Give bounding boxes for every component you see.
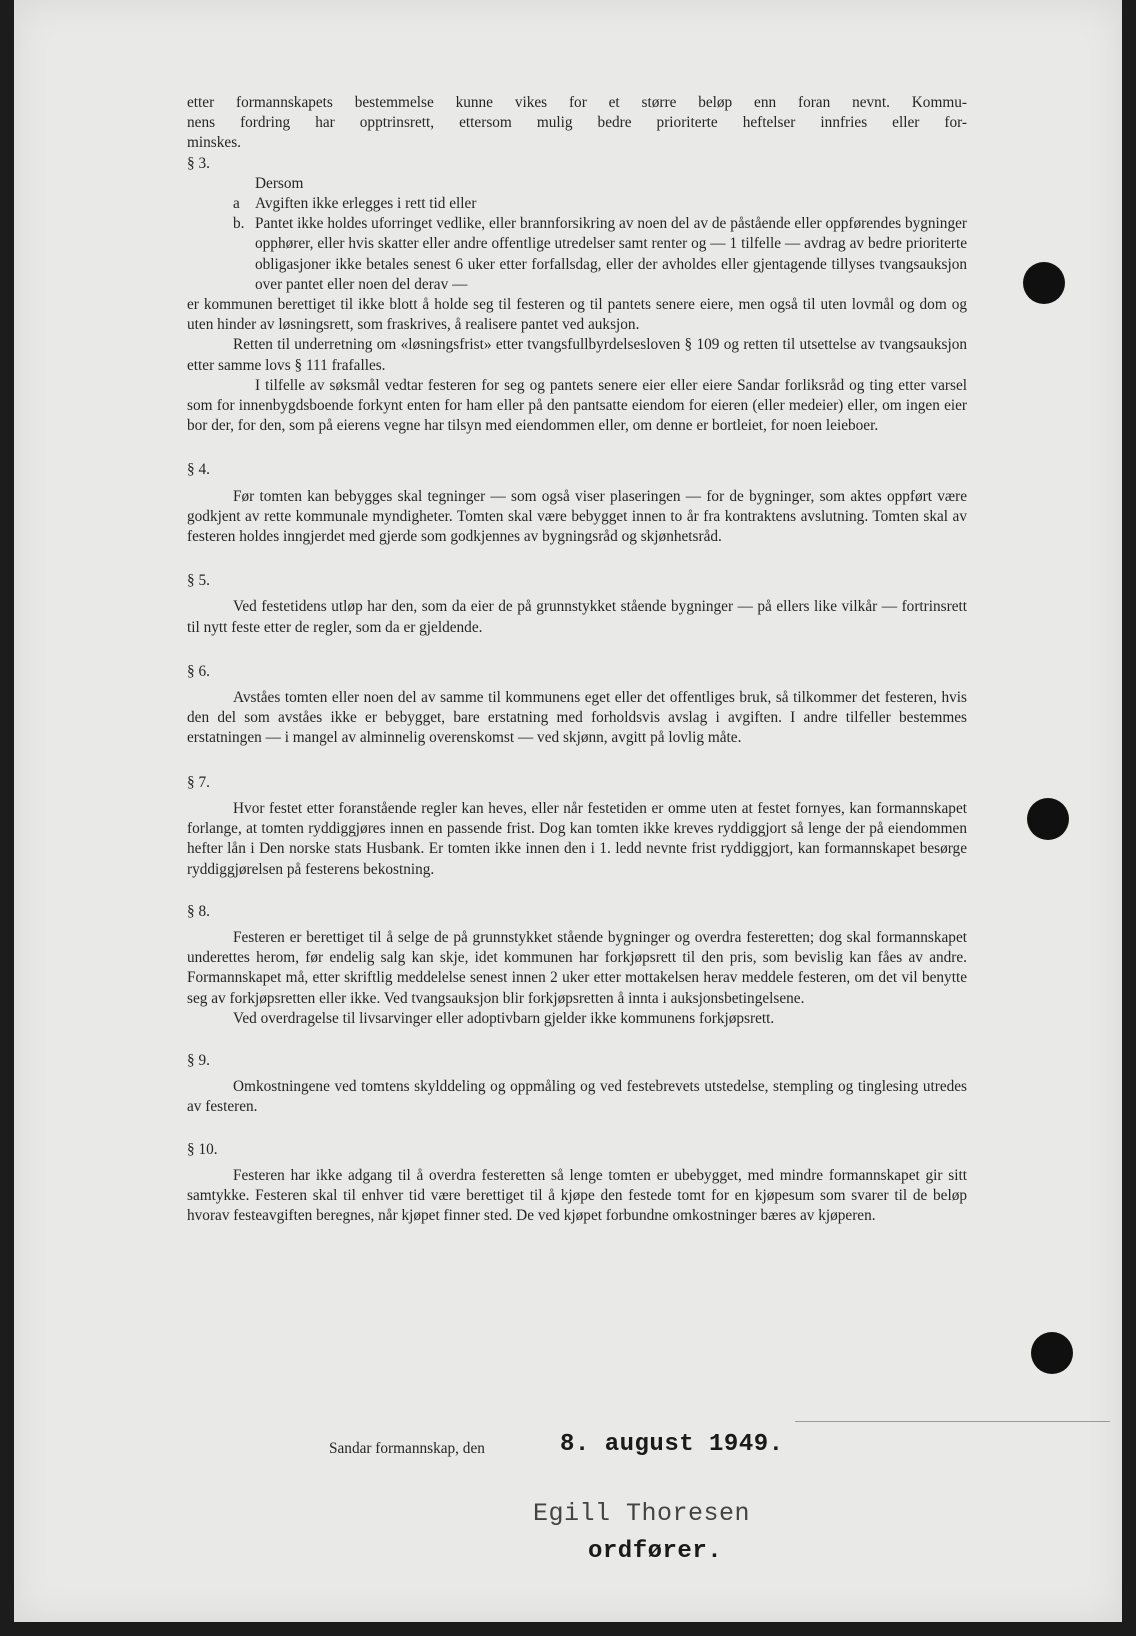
section-3-paragraph-3: I tilfelle av søksmål vedtar festeren for seg og pantets senere eier eller eiere Sandar forliksråd og ting etter varsel som for innenbygdsboende forkynt enten for ham eller på den pantsatte eiendom for eieren (eller medeier) eller, om ingen eier bor der, for den, som på eierens vegne har tilsyn med eiendommen eller, om denne er bortleiet, for noen leieboer.	[187, 376, 967, 435]
item-a-marker: a	[233, 195, 240, 213]
section-3-item-b	[187, 214, 967, 295]
signature-place: Sandar formannskap, den	[329, 1440, 485, 1457]
section-10-paragraph: Festeren har ikke adgang til å overdra festeretten så lenge tomten er ubebygget, med mindre formannskapet gir sitt samtykke. Festeren skal til enhver tid være berettiget til å kjøpe den festede tomt for en kjøpesum som svarer til de beløp hvorav festeavgiften beregnes, når kjøpet finner sted. De ved kjøpet forbundne omkostninger bæres av kjøperen.	[187, 1166, 967, 1225]
section-9-heading: § 9.	[187, 1051, 210, 1069]
section-3-paragraph-2: Retten til underretning om «løsningsfrist» etter tvangsfullbyrdelsesloven § 109 og retten til utsettelse av tvangsauksjon etter samme lovs § 111 frafalles.	[187, 336, 967, 374]
item-b-marker: b.	[233, 215, 245, 233]
section-8-paragraph-2: Ved overdragelse til livsarvinger eller adoptivbarn gjelder ikke kommunens forkjøpsrett.	[233, 1009, 775, 1027]
punch-hole-top	[1023, 262, 1065, 304]
section-8-heading: § 8.	[187, 902, 210, 920]
section-8-paragraph-1: Festeren er berettiget til å selge de på grunnstykket stående bygninger og overdra festeretten; dog skal formannskapet underettes herom, før endelig salg kan skje, idet kommunen har forkjøpsrett til den pris, som bevislig kan fåes av andre. Formannskapet må, etter skriftlig meddelelse senest innen 2 uker etter mottakelsen herav meddele festeren, om det vil benytte seg av forkjøpsretten eller ikke. Ved tvangsauksjon blir forkjøpsretten å innta i auksjonsbetingelsene.	[187, 928, 967, 1007]
divider-line	[795, 1421, 1110, 1422]
document-body	[187, 93, 967, 1226]
section-9-paragraph: Omkostningene ved tomtens skylddeling og oppmåling og ved festebrevets utstedelse, stempling og tinglesing utredes av festeren.	[187, 1078, 967, 1116]
signatory-name: Egill Thoresen	[533, 1499, 751, 1528]
section-3-dersom: Dersom	[255, 174, 304, 192]
section-10-heading: § 10.	[187, 1140, 218, 1158]
item-b-text: Pantet ikke holdes uforringet vedlike, eller brannforsikring av noen del av de påstående eller oppførendes bygninger opphører, eller hvis skatter eller andre offentlige utredelser samt renter og — 1 tilfelle — avdrag av bedre prioriterte obligasjoner ikke betales senest 6 uker etter forfallsdag, eller der avholdes eller gjentagende tillyses tvangsauksjon over pantet eller noen del derav —	[255, 215, 967, 293]
section-6-paragraph: Avståes tomten eller noen del av samme til kommunens eget eller det offentliges bruk, så tilkommer det festeren, hvis den del som avståes ikke er bebygget, bare erstatning med forholdsvis avslag i avgiften. I andre tilfeller bestemmes erstatningen — i mangel av alminnelig overenskomst — ved skjønn, avgitt på lovlig måte.	[187, 689, 967, 747]
section-3-item-a	[187, 194, 967, 214]
intro-line-2: nens fordring har opptrinsrett, ettersom mulig bedre prioriterte heftelser innfries eller for-	[187, 114, 967, 132]
signature-date: 8. august 1949.	[560, 1431, 784, 1458]
section-7-heading: § 7.	[187, 773, 210, 791]
section-7-paragraph: Hvor festet etter foranstående regler kan heves, eller når festetiden er omme uten at festet fornyes, kan formannskapet forlange, at tomten ryddiggjøres innen en passende frist. Dog kan tomten ikke kreves ryddiggjort så lenge der på eiendommen hefter lån i Den norske stats Husbank. Er tomten ikke innen den i 1. ledd nevnte frist ryddiggjort, kan formannskapet besørge ryddiggjørelsen på festerens bekostning.	[187, 799, 967, 878]
item-a-text: Avgiften ikke erlegges i rett tid eller	[255, 195, 477, 213]
section-5-heading: § 5.	[187, 572, 210, 590]
section-6-heading: § 6.	[187, 662, 210, 680]
intro-line-3: minskes.	[187, 134, 241, 152]
intro-line-1: etter formannskapets bestemmelse kunne vikes for et større beløp enn foran nevnt. Kommu-	[187, 94, 967, 111]
section-5-paragraph: Ved festetidens utløp har den, som da eier de på grunnstykket stående bygninger — på ellers like vilkår — fortrinsrett til nytt feste etter de regler, som da er gjeldende.	[187, 598, 967, 636]
section-3-paragraph-1: er kommunen berettiget til ikke blott å holde seg til festeren og til pantets senere eiere, men også til uten lovmål og dom og uten hinder av løsningsrett, som fraskrives, å realisere pantet ved auksjon.	[187, 296, 967, 334]
punch-hole-middle	[1027, 798, 1069, 840]
section-4-heading: § 4.	[187, 461, 210, 479]
section-3-heading: § 3.	[187, 154, 210, 172]
punch-hole-bottom	[1031, 1332, 1073, 1374]
signatory-title: ordfører.	[588, 1538, 723, 1565]
section-4-paragraph: Før tomten kan bebygges skal tegninger — som også viser plaseringen — for de bygninger, som aktes oppført være godkjent av rette kommunale myndigheter. Tomten skal være bebygget innen to år fra kontraktens avslutning. Tomten skal av festeren holdes inngjerdet med gjerde som godkjennes av bygningsråd og skjønhetsråd.	[187, 487, 967, 546]
